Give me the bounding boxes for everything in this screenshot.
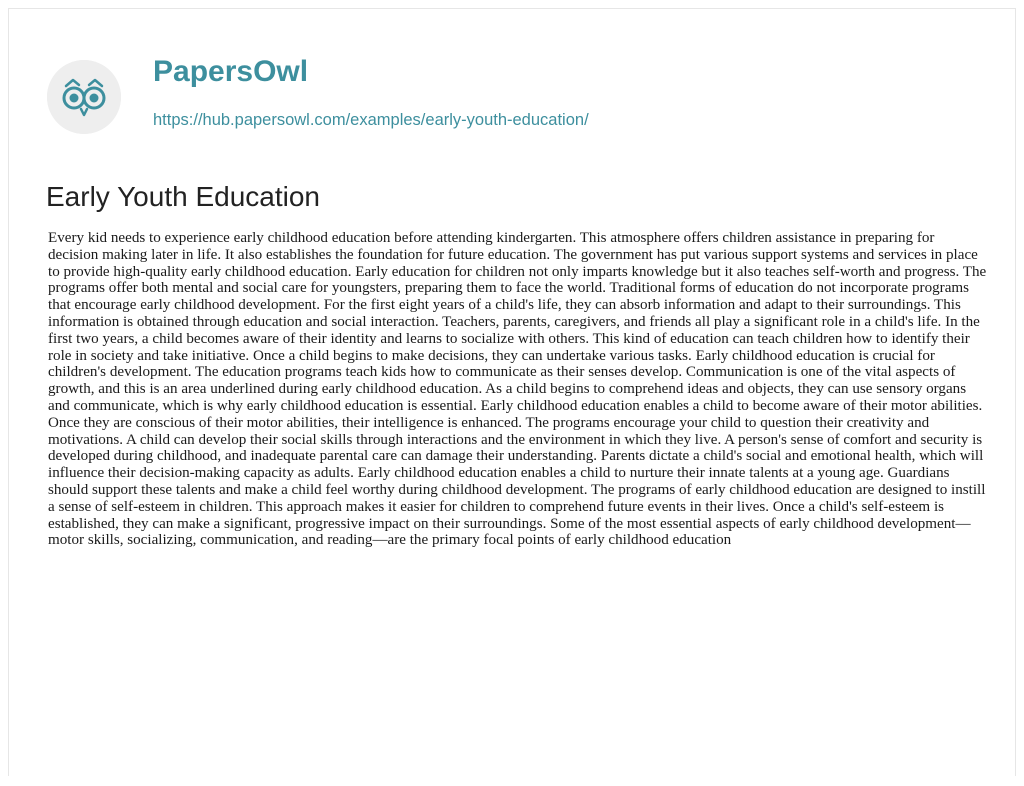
document-title: Early Youth Education [46, 181, 320, 212]
brand-name: PapersOwl [153, 55, 309, 88]
body-paragraph: Every kid needs to experience early childhood education before attending kindergarten. This atmosphere offers children assistance in preparing for decision making later in life. It also establishes the foundation for future education. The government has put various support systems and services in place to provide high-quality early childhood education. Early education for children not only imparts knowledge but it also teaches self-worth and progress. The programs offer both mental and social care for youngsters, preparing them to face the world. Traditional forms of education do not incorporate programs that encourage early childhood development. For the first eight years of a child's life, they can absorb information and adapt to their surroundings. This information is obtained through education and social interaction. Teachers, parents, caregivers, and friends all play a significant role in a child's life. In the first two years, a child becomes aware of their identity and learns to socialize with others. This kind of education can teach children how to identify their role in society and take initiative. Once a child begins to make decisions, they can undertake various tasks. Early childhood education is crucial for children's development. The education programs teach kids how to communicate as their senses develop. Communication is one of the vital aspects of growth, and this is an area underlined during early childhood education. As a child begins to comprehend ideas and objects, they can use sensory organs and communicate, which is why early childhood education is essential. Early childhood education enables a child to become aware of their motor abilities. Once they are conscious of their motor abilities, their intelligence is enhanced. The programs encourage your child to question their creativity and motivations. A child can develop their social skills through interactions and the environment in which they live. A person's sense of comfort and security is developed during childhood, and inadequate parental care can damage their understanding. Parents dictate a child's social and emotional health, which will influence their decision-making capacity as adults. Early childhood education enables a child to nurture their innate talents at a young age. Guardians should support these talents and make a child feel worthy during childhood development. The programs of early childhood education are designed to instill a sense of self-esteem in children. This approach makes it easier for children to comprehend future events in their lives. Once a child's self-esteem is established, they can make a significant, progressive impact on their surroundings. Some of the most essential aspects of early childhood development—motor skills, socializing, communication, and reading—are the primary focal points of early childhood education [48, 230, 987, 549]
page-header [45, 44, 995, 134]
source-url-link[interactable]: https://hub.papersowl.com/examples/early-youth-education/ [153, 111, 589, 129]
document-body [48, 230, 988, 549]
document-page [8, 8, 1016, 776]
owl-logo-icon [47, 60, 121, 134]
